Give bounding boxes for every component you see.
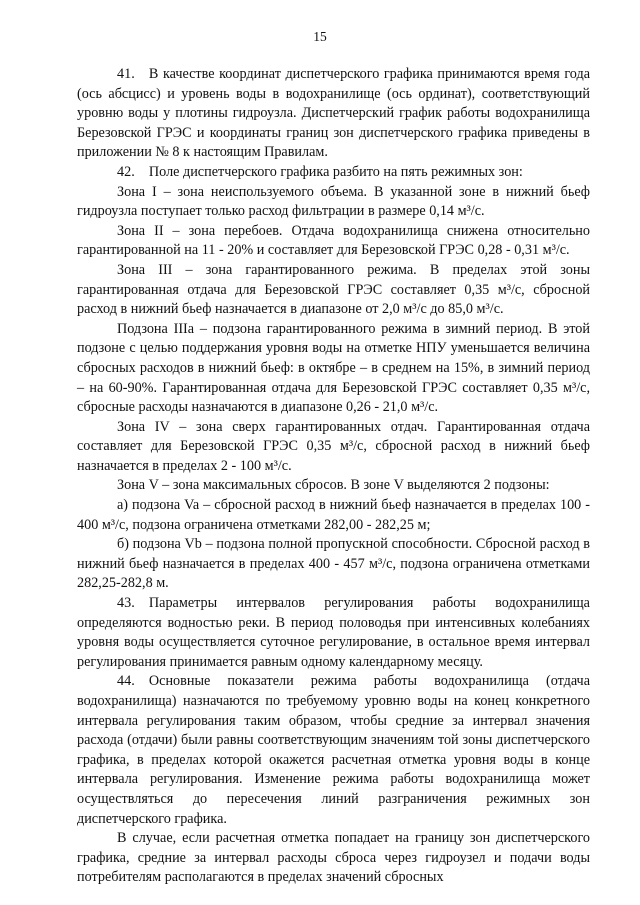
- paragraph-zone-3: Зона III – зона гарантированного режима. В пределах этой зоны гарантированная отдача для Березовской ГРЭС составляет 0,35 м³/с, сбросной расход в нижний бьеф назначается в диапазоне от 2,0 м³/с до 85,0 м³/с.: [77, 261, 590, 318]
- paragraph-subzone-3a: Подзона IIIa – подзона гарантированного режима в зимний период. В этой подзоне с целью поддержания уровня воды на отметке НПУ уменьшается величина сбросных расходов в нижний бьеф: в октябре – в среднем на 15%, в зимний период – на 60-90%. Гарантированная отдача для Березовской ГРЭС составляет 0,35 м³/с, сбросные расходы назначаются в диапазоне 0,26 - 21,0 м³/с.: [77, 320, 590, 416]
- paragraph-42: 42. Поле диспетчерского графика разбито на пять режимных зон:: [117, 163, 523, 180]
- page-number: 15: [313, 29, 327, 44]
- paragraph-zone-2: Зона II – зона перебоев. Отдача водохранилища снижена относительно гарантированной на 11 - 20% и составляет для Березовской ГРЭС 0,28 - 0,31 м³/с.: [77, 222, 590, 259]
- paragraph-zone-1: Зона I – зона неиспользуемого объема. В указанной зоне в нижний бьеф гидроузла поступает только расход фильтрации в размере 0,14 м³/с.: [77, 183, 590, 220]
- paragraph-zone-4: Зона IV – зона сверх гарантированных отдач. Гарантированная отдача составляет для Березовской ГРЭС 0,35 м³/с, сбросной расход в нижний бьеф назначается в пределах 2 - 100 м³/с.: [77, 418, 590, 474]
- paragraph-subzone-5b: б) подзона Vb – подзона полной пропускной способности. Сбросной расход в нижний бьеф назначается в пределах 400 - 457 м³/с, подзона ограничена отметками 282,25-282,8 м.: [77, 536, 590, 592]
- document-body: [77, 65, 590, 888]
- paragraph-41: 41. В качестве координат диспетчерского графика принимаются время года (ось абсцисс) и уровень воды в водохранилище (ось ординат), соответствующий уровню воды у плотины гидроузла. Диспетчерский график работы водохранилища Березовской ГРЭС и координаты границ зон диспетчерского графика приведены в приложении № 8 к настоящим Правилам.: [77, 66, 590, 161]
- paragraph-boundary-case: В случае, если расчетная отметка попадает на границу зон диспетчерского графика, средние за интервал расходы сброса через гидроузел и подачи воды потребителям располагаются в пределах значений сбросных: [77, 830, 590, 886]
- paragraph-44: 44. Основные показатели режима работы водохранилища (отдача водохранилища) назначаются по требуемому уровню воды на конец конкретного интервала регулирования таким образом, чтобы средние за интервал значения расхода (отдачи) были равны соответствующим значениям той зоны диспетчерского графика, в пределах которой окажется расчетная отметка уровня воды в конце интервала регулирования. Изменение режима работы водохранилища может осуществляться до пересечения линий разграничения режимных зон диспетчерского графика.: [77, 673, 590, 827]
- paragraph-43: 43. Параметры интервалов регулирования работы водохранилища определяются водностью реки. В период половодья при интенсивных колебаниях уровня воды осуществляется суточное регулирование, в остальное время интервал регулирования принимается равным одному календарному месяцу.: [77, 595, 590, 670]
- paragraph-zone-5: Зона V – зона максимальных сбросов. В зоне V выделяются 2 подзоны:: [117, 477, 550, 494]
- paragraph-subzone-5a: а) подзона Va – сбросной расход в нижний бьеф назначается в пределах 100 - 400 м³/с, подзона ограничена отметками 282,00 - 282,25 м;: [77, 497, 590, 533]
